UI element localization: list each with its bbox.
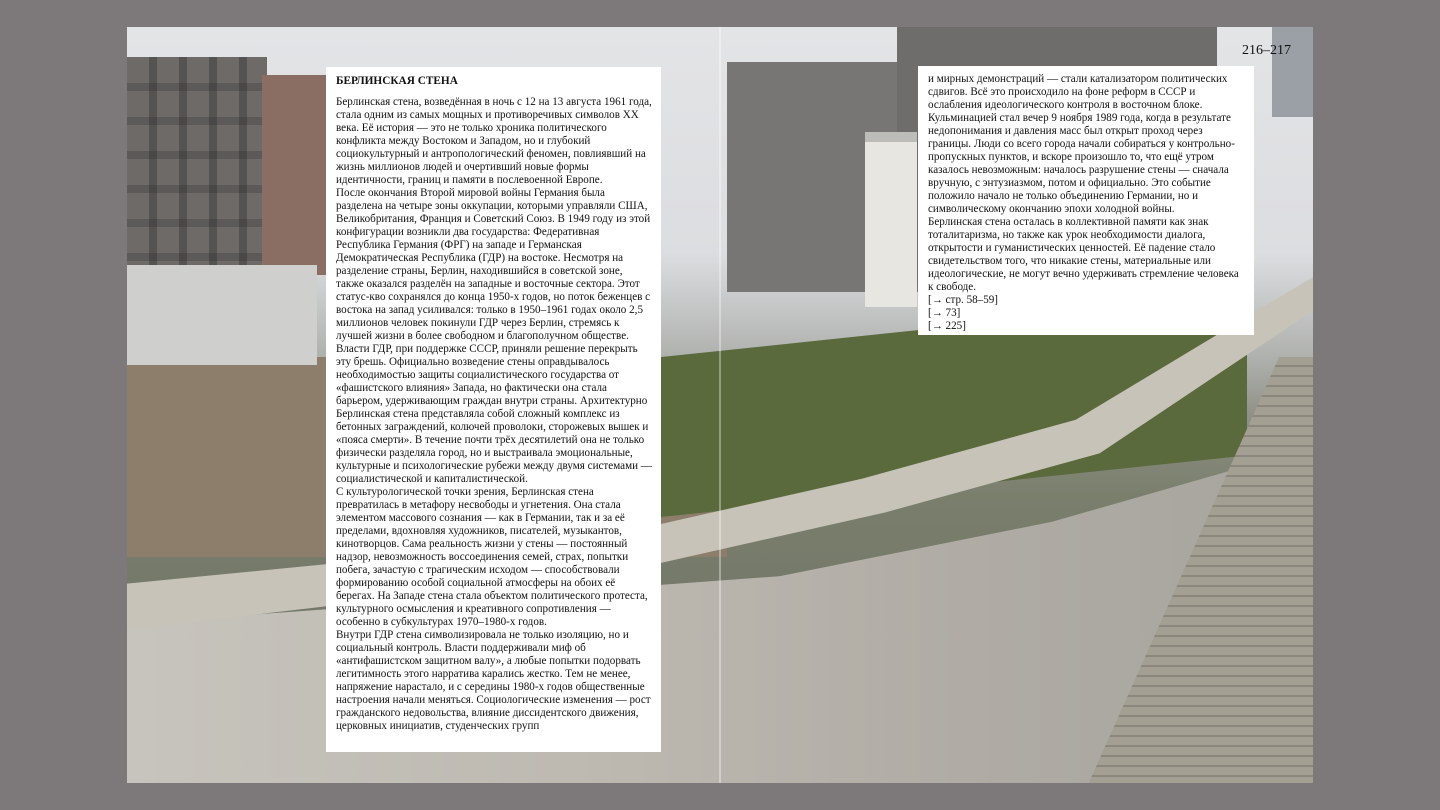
- reference-link[interactable]: [→ стр. 58–59]: [928, 294, 998, 306]
- photo-building: [262, 75, 332, 275]
- paragraph: После окончания Второй мировой войны Германия была разделена на четыре зоны оккупации, которыми управляли США, Великобритания, Франция и Советский Союз. В 1949 году из этой конфигурации возникли два государства: Федеративная Республика Германия (ФРГ) на западе и Германская Демократическая Республика (ГДР) на востоке. Несмотря на разделение страны, Берлин, находившийся в советской зоне, также оказался разделён на западные и восточные сектора. Этот статус-кво сохранялся до конца 1950-х годов, но поток беженцев с востока на запад усиливался: только в 1950–1961 годах около 2,5 миллионов человек покинули ГДР через Берлин, стремясь к лучшей жизни в более свободном и благополучном обществе.: [336, 187, 651, 342]
- reference-link[interactable]: [→ 225]: [928, 320, 966, 332]
- book-spread: [127, 27, 1313, 783]
- photo-watchtower: [865, 132, 917, 307]
- paragraph: Кульминацией стал вечер 9 ноября 1989 года, когда в результате недопонимания и давления масс был открыт проход через границы. Люди со всего города начали собираться у контрольно-пропускных пунктов, и вскоре произошло то, что ещё утром казалось невозможным: началось разрушение стены — сначала вручную, с энтузиазмом, потом и официально. Это событие положило начало не только объединению Германии, но и символическому окончанию эпохи холодной войны.: [928, 112, 1235, 215]
- paragraph: С культурологической точки зрения, Берлинская стена превратилась в метафору несвободы и угнетения. Она стала элементом массового сознания — как в Германии, так и за её пределами, вдохновляя художников, писателей, музыкантов, кинотворцов. Сама реальность жизни у стены — постоянный надзор, невозможность воссоединения семей, страх, попытки побега, зачастую с трагическим исходом — способствовали формированию особой социальной атмосферы на обоих её берегах. На Западе стена стала объектом политического протеста, культурного осмысления и креативного сопротивления — особенно в субкультурах 1970–1980-х годов.: [336, 486, 648, 628]
- cross-references: [928, 294, 1245, 333]
- photo-building: [1272, 27, 1313, 117]
- article-title: БЕРЛИНСКАЯ СТЕНА: [336, 75, 458, 87]
- paragraph: Берлинская стена осталась в коллективной памяти как знак тоталитаризма, но также как урок необходимости диалога, открытости и гуманистических ценностей. Её падение стало свидетельством того, что никакие стены, материальные или идеологические, не могут вечно удерживать стремление человека к свободе.: [928, 216, 1239, 293]
- book-gutter: [719, 27, 721, 783]
- paragraph: и мирных демонстраций — стали катализатором политических сдвигов. Всё это происходило на фоне реформ в СССР и ослабления идеологического контроля в восточном блоке.: [928, 73, 1228, 111]
- page-numbers: 216–217: [1242, 43, 1291, 58]
- photo-building-windows: [127, 57, 267, 267]
- right-text-column: [918, 66, 1254, 335]
- left-text-column: [326, 67, 661, 752]
- reference-link[interactable]: [→ 73]: [928, 307, 961, 319]
- paragraph: Власти ГДР, при поддержке СССР, приняли решение перекрыть эту брешь. Официально возведение стены оправдывалось необходимостью защиты социалистического государства от «фашистского влияния» Запада, но фактически она стала барьером, удерживающим граждан внутри страны. Архитектурно Берлинская стена представляла собой сложный комплекс из бетонных заграждений, колючей проволоки, сторожевых вышек и «пояса смерти». В течение почти трёх десятилетий она не только физически разделяла город, но и выстраивала эмоциональные, культурные и психологические рубежи между двумя системами — социалистической и капиталистической.: [336, 343, 652, 485]
- paragraph: Внутри ГДР стена символизировала не только изоляцию, но и социальный контроль. Власти поддерживали миф об «антифашистском защитном валу», а любые попытки подорвать легитимность этого нарратива карались жестко. Тем не менее, напряжение нарастало, и с середины 1980-х годов общественные настроения начали меняться. Социологические изменения — рост гражданского недовольства, влияние диссидентского движения, церковных инициатив, студенческих групп: [336, 629, 651, 732]
- paragraph: Берлинская стена, возведённая в ночь с 12 на 13 августа 1961 года, стала одним из самых мощных и противоречивых символов XX века. Её история — это не только хроника политического конфликта между Востоком и Западом, но и глубокий социокультурный и антропологический феномен, повлиявший на жизнь миллионов людей и очертивший новые формы идентичности, границ и памяти в послевоенной Европе.: [336, 96, 652, 186]
- photo-inner-wall: [127, 265, 317, 365]
